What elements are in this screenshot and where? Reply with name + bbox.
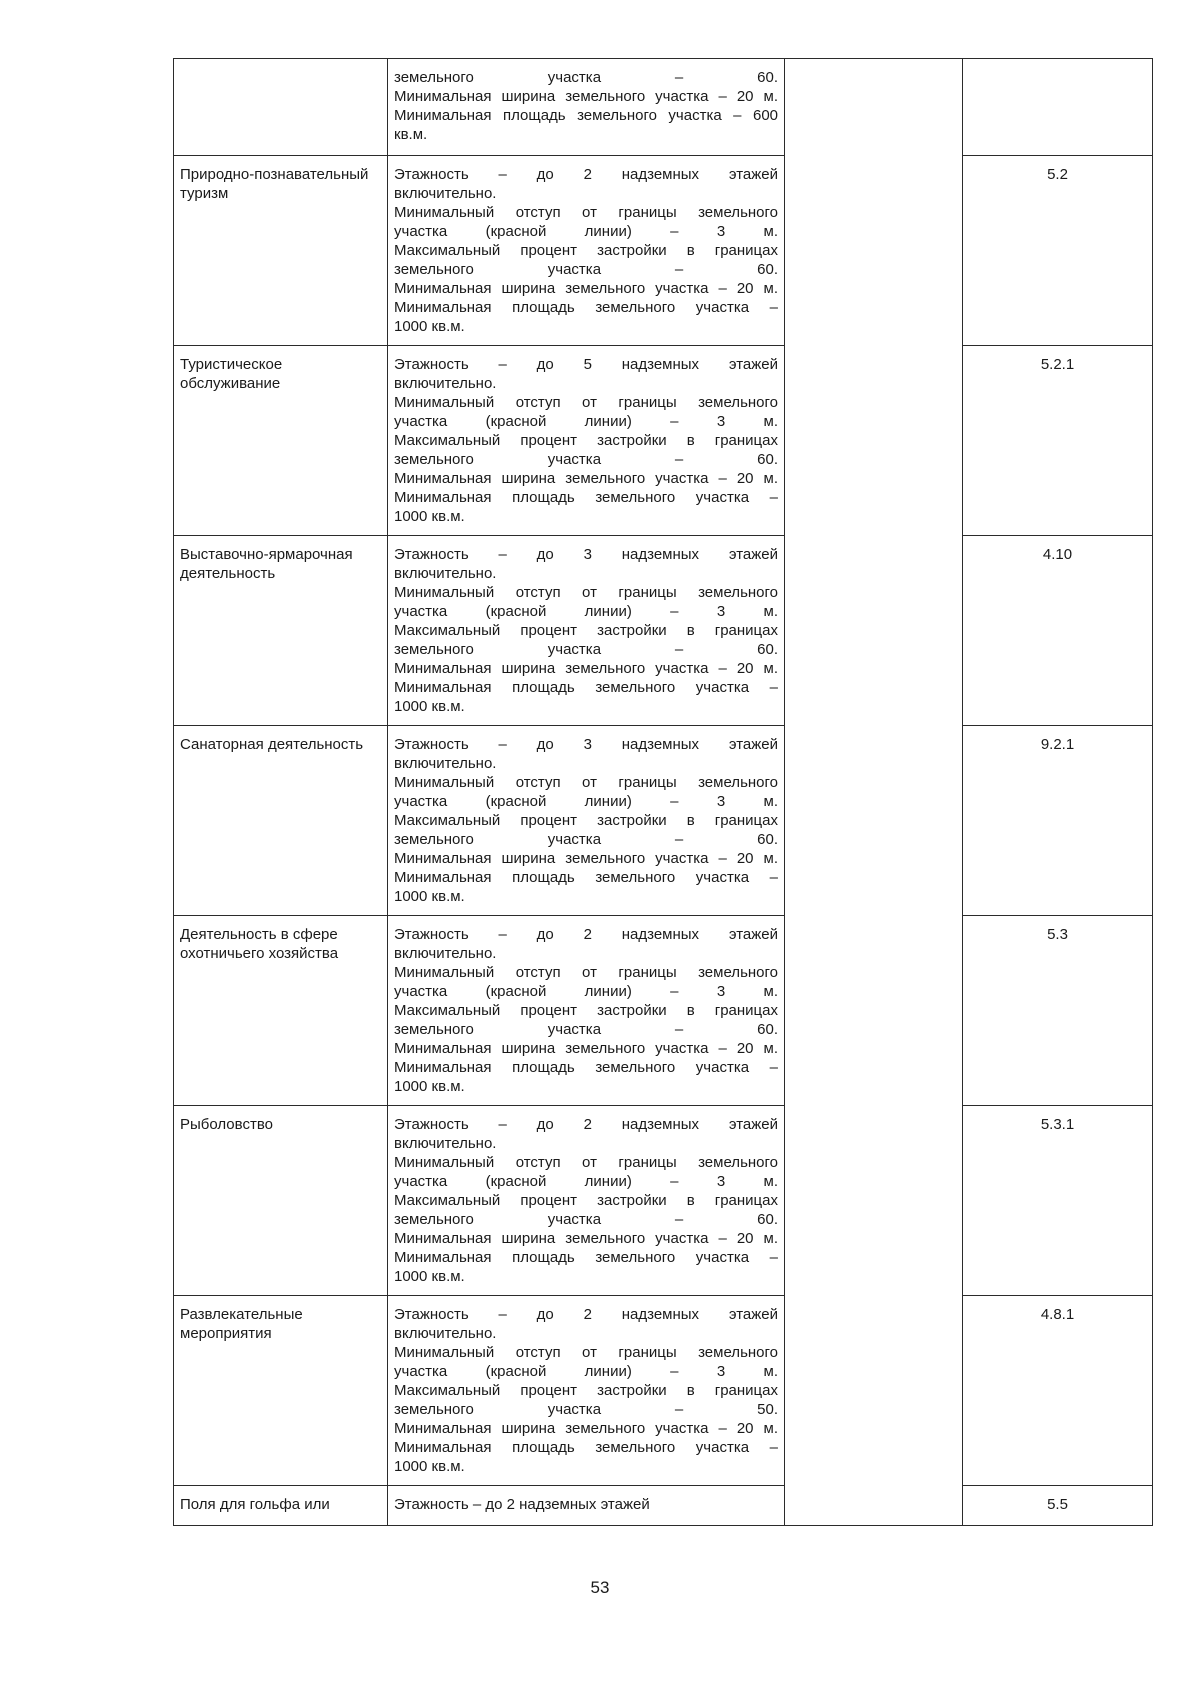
parameter-line: Минимальная ширина земельного участка – 20 м. (394, 280, 778, 297)
use-type-name-cell: Деятельность в сфере охотничьего хозяйства (174, 916, 388, 1106)
table-body (174, 59, 1153, 1526)
parameter-line: 1000 кв.м. (394, 1458, 465, 1475)
table-row (174, 1106, 1153, 1296)
parameter-line: Минимальный отступ от границы земельного (394, 774, 778, 791)
parameter-line: Минимальная ширина земельного участка – 20 м. (394, 1420, 778, 1437)
parameter-line: 1000 кв.м. (394, 1268, 465, 1285)
parameter-line: Минимальная площадь земельного участка – (394, 869, 778, 886)
parameter-line: Минимальная ширина земельного участка – 20 м. (394, 88, 778, 105)
parameter-line: Минимальная площадь земельного участка – (394, 679, 778, 696)
parameters-cell (388, 916, 785, 1106)
parameter-line: Минимальная ширина земельного участка – 20 м. (394, 850, 778, 867)
parameter-line: Этажность – до 5 надземных этажей (394, 356, 778, 373)
use-type-name-cell: Выставочно-ярмарочная деятельность (174, 536, 388, 726)
parameter-line: земельного участка – 60. (394, 1211, 778, 1228)
parameter-line: земельного участка – 50. (394, 1401, 778, 1418)
parameter-line: Минимальный отступ от границы земельного (394, 394, 778, 411)
parameter-line: Максимальный процент застройки в границах (394, 1382, 778, 1399)
parameters-cell (388, 1296, 785, 1486)
use-type-name-cell: Рыболовство (174, 1106, 388, 1296)
parameter-line: Минимальный отступ от границы земельного (394, 1154, 778, 1171)
parameter-line: Максимальный процент застройки в границах (394, 432, 778, 449)
parameter-line: включительно. (394, 565, 497, 582)
parameter-line: Минимальная ширина земельного участка – 20 м. (394, 660, 778, 677)
parameter-line: земельного участка – 60. (394, 69, 778, 86)
table-row (174, 346, 1153, 536)
classifier-code-cell: 4.8.1 (963, 1296, 1153, 1486)
use-type-name-cell: Туристическое обслуживание (174, 346, 388, 536)
use-type-name-cell: Поля для гольфа или (174, 1486, 388, 1526)
parameter-line: Максимальный процент застройки в границах (394, 1002, 778, 1019)
parameter-line: Минимальная ширина земельного участка – 20 м. (394, 1040, 778, 1057)
parameter-line: включительно. (394, 755, 497, 772)
parameter-line: земельного участка – 60. (394, 261, 778, 278)
use-type-name-cell: Природно-познавательный туризм (174, 156, 388, 346)
parameter-line: Минимальная ширина земельного участка – 20 м. (394, 470, 778, 487)
parameter-line: Минимальная ширина земельного участка – 20 м. (394, 1230, 778, 1247)
classifier-code-cell: 5.3 (963, 916, 1153, 1106)
table-row (174, 1296, 1153, 1486)
parameter-line: Минимальная площадь земельного участка – (394, 1249, 778, 1266)
parameter-line: участка (красной линии) – 3 м. (394, 983, 778, 1000)
parameter-line: участка (красной линии) – 3 м. (394, 1363, 778, 1380)
parameters-cell (388, 536, 785, 726)
parameter-line: Минимальная площадь земельного участка – (394, 489, 778, 506)
classifier-code-cell: 4.10 (963, 536, 1153, 726)
classifier-code-cell: 5.2.1 (963, 346, 1153, 536)
parameters-cell (388, 1106, 785, 1296)
parameter-line: земельного участка – 60. (394, 1021, 778, 1038)
parameters-cell (388, 726, 785, 916)
parameter-line: Этажность – до 3 надземных этажей (394, 546, 778, 563)
parameter-line: 1000 кв.м. (394, 698, 465, 715)
parameter-line: Этажность – до 3 надземных этажей (394, 736, 778, 753)
parameter-line: участка (красной линии) – 3 м. (394, 413, 778, 430)
land-use-table (173, 58, 1153, 1526)
table-row (174, 156, 1153, 346)
parameter-line: земельного участка – 60. (394, 831, 778, 848)
parameter-line: 1000 кв.м. (394, 508, 465, 525)
parameter-line: Минимальная площадь земельного участка – (394, 1059, 778, 1076)
parameter-line: включительно. (394, 1135, 497, 1152)
parameter-line: Минимальная площадь земельного участка – (394, 1439, 778, 1456)
parameter-line: Максимальный процент застройки в границах (394, 622, 778, 639)
parameter-line: Минимальный отступ от границы земельного (394, 1344, 778, 1361)
parameter-line: Максимальный процент застройки в границах (394, 1192, 778, 1209)
parameter-line: 1000 кв.м. (394, 318, 465, 335)
parameter-line: Этажность – до 2 надземных этажей (394, 1306, 778, 1323)
parameter-line: земельного участка – 60. (394, 451, 778, 468)
parameters-cell (388, 59, 785, 156)
use-type-name-cell: Развлекательные мероприятия (174, 1296, 388, 1486)
use-type-name-cell: Санаторная деятельность (174, 726, 388, 916)
restrictions-cell (785, 59, 963, 1526)
parameters-cell (388, 346, 785, 536)
parameter-line: Минимальный отступ от границы земельного (394, 584, 778, 601)
classifier-code-cell: 9.2.1 (963, 726, 1153, 916)
classifier-code-cell (963, 59, 1153, 156)
classifier-code-cell: 5.3.1 (963, 1106, 1153, 1296)
parameter-line: земельного участка – 60. (394, 641, 778, 658)
parameter-line: включительно. (394, 945, 497, 962)
table-row (174, 726, 1153, 916)
parameters-cell (388, 156, 785, 346)
table-row (174, 1486, 1153, 1526)
classifier-code-cell: 5.5 (963, 1486, 1153, 1526)
parameter-line: Этажность – до 2 надземных этажей (394, 1496, 650, 1513)
parameter-line: участка (красной линии) – 3 м. (394, 1173, 778, 1190)
parameter-line: 1000 кв.м. (394, 1078, 465, 1095)
parameter-line: Минимальный отступ от границы земельного (394, 204, 778, 221)
parameter-line: Минимальная площадь земельного участка – (394, 299, 778, 316)
parameter-line: участка (красной линии) – 3 м. (394, 223, 778, 240)
parameter-line: Максимальный процент застройки в границах (394, 242, 778, 259)
parameter-line: участка (красной линии) – 3 м. (394, 793, 778, 810)
classifier-code-cell: 5.2 (963, 156, 1153, 346)
parameter-line: включительно. (394, 375, 497, 392)
parameter-line: 1000 кв.м. (394, 888, 465, 905)
parameter-line: участка (красной линии) – 3 м. (394, 603, 778, 620)
parameter-line: Этажность – до 2 надземных этажей (394, 1116, 778, 1133)
parameters-cell (388, 1486, 785, 1526)
parameter-line: Максимальный процент застройки в границах (394, 812, 778, 829)
table-row (174, 536, 1153, 726)
parameter-line: включительно. (394, 1325, 497, 1342)
parameter-line: включительно. (394, 185, 497, 202)
parameter-line: Этажность – до 2 надземных этажей (394, 166, 778, 183)
use-type-name-cell (174, 59, 388, 156)
parameter-line: Минимальная площадь земельного участка – 600 (394, 107, 778, 124)
table-row (174, 916, 1153, 1106)
parameter-line: Этажность – до 2 надземных этажей (394, 926, 778, 943)
page-number: 53 (590, 1578, 610, 1597)
table-row (174, 59, 1153, 156)
parameter-line: Минимальный отступ от границы земельного (394, 964, 778, 981)
parameter-line: кв.м. (394, 126, 428, 143)
